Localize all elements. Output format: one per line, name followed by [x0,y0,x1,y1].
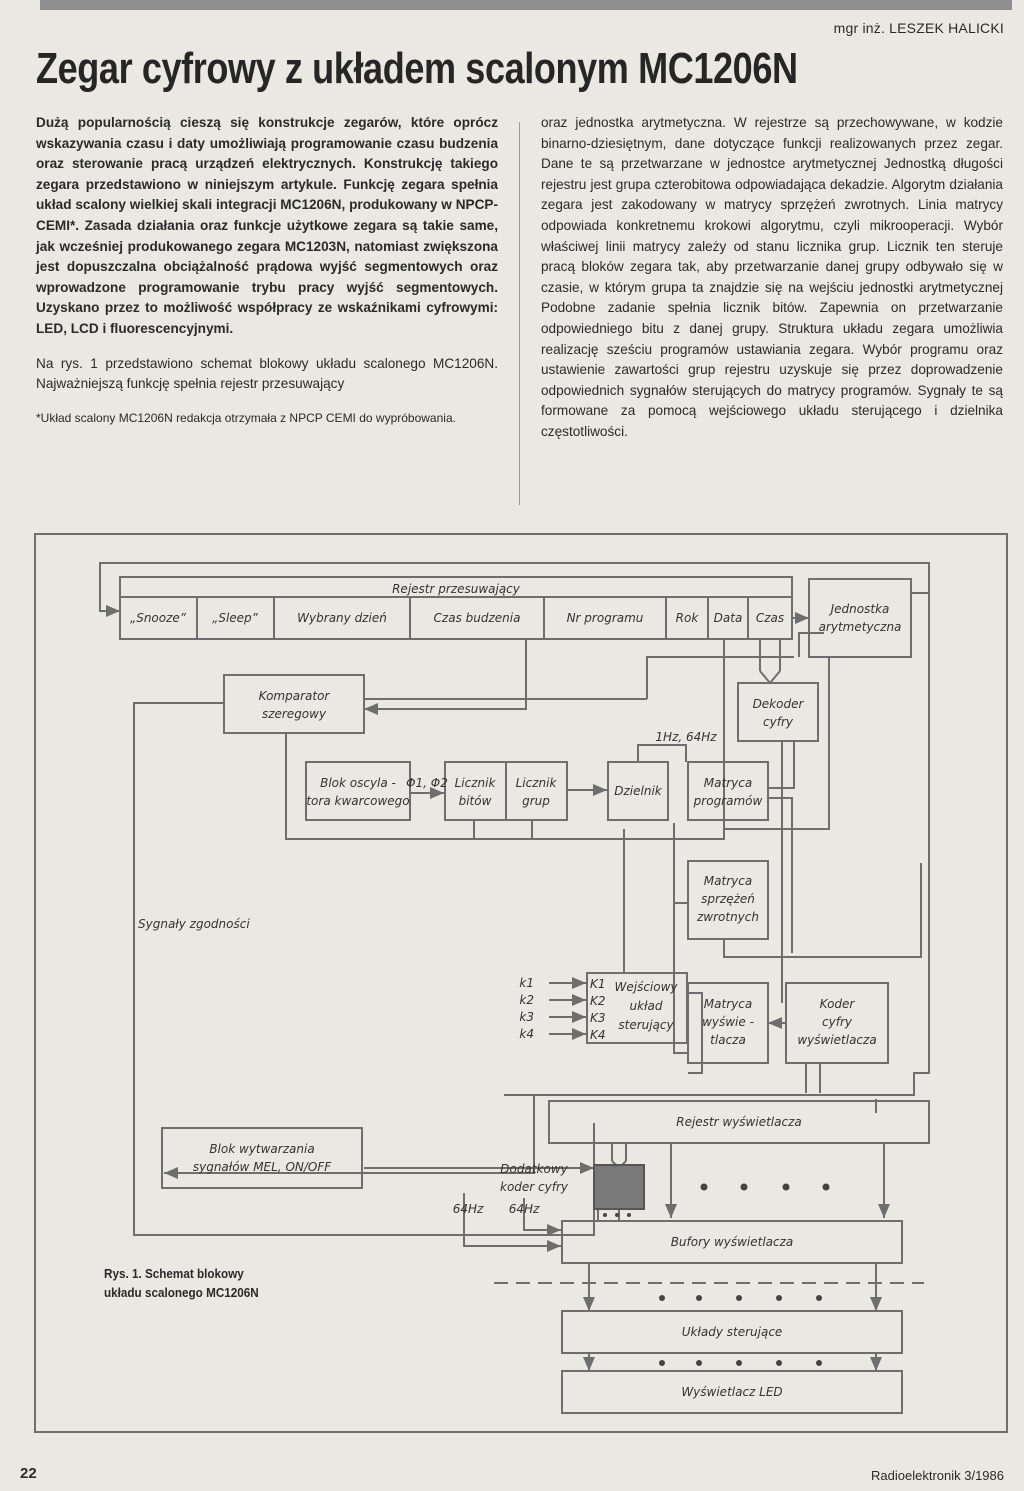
signal-block-label-1: Blok wytwarzania [209,1142,315,1156]
register-cell-alarm: Czas budzenia [433,611,521,625]
decoder-label-1: Dekoder [752,697,804,711]
register-cell-program: Nr programu [566,611,644,625]
divider-label: Dzielnik [614,784,662,798]
caption-line-1: Rys. 1. Schemat blokowy [104,1266,244,1281]
clock-label-1: 64Hz [452,1202,484,1216]
pin-k2: K2 [590,994,606,1008]
body-paragraph: oraz jednostka arytmetyczna. W rejestrze są przechowywane, w kodzie binarno-dziesiętnym, dane dotyczące funkcji realizowanych przez zegar. Dane te są przetwarzane w jednostce arytmetycznej Jednostką długości rejestru jest grupa czterobitowa odpowiadająca dekadzie. Algorytm działania zegara jest zakodowany w matrycy sprzężeń zwrotnych. Linia matrycy odpowiada konkretnemu krokowi algorytmu, czyli mikrooperacji. Wybór właściwej linii matrycy zależy od stanu licznika grup. Licznik ten steruje pracą bloków zegara tak, aby przetwarzanie danej grupy odbywało się w czasie, w którym grupa ta znajdzie się na wejściu jednostki arytmetycznej Podobne zadanie spełnia licznik bitów. Zapewnia on przetwarzanie odpowiedniego bitu z danej grupy. Struktura układu zegara umożliwia realizację sześciu programów ustawiania zegara. Wybór programu oraz ustawienie zawartości grup rejestru uzyskuje się przez doprowadzenie odpowiednich sygnałów sterujących do matrycy programów. Sygnały te są formowane za pomocą wejściowego układu sterującego i dzielnika częstotliwości. [541,115,1003,439]
arith-unit-label-1: Jednostka [830,602,890,616]
comparator-label-2: szeregowy [261,707,327,721]
register-cell-year: Rok [675,611,699,625]
block-diagram [34,533,1008,1433]
input-control-label-1: Wejściowy [614,980,678,994]
display-matrix-label-1: Matryca [703,997,753,1011]
lead-paragraph: Dużą popularnością cieszą się konstrukcje zegarów, które oprócz wskazywania czasu i daty umożliwiają programowanie czasu budzenia oraz sterowanie pracą urządzeń elektrycznych. Konstrukcję takiego zegara przedstawiono w niniejszym artykule. Funkcję zegara spełnia układ scalony wielkiej skali integracji MC1206N, produkowany w NPCP-CEMI*. Zasada działania oraz funkcje użytkowe zegara są takie same, jak wcześniej produkowanego zegara MC1203N, natomiast zwiększona jest dopuszczalna obciążalność prądowa wyjść segmentowych oraz wprowadzone programowanie trybu pracy wyjść segmentowych. Uzyskano przez to możliwość współpracy ze wskaźnikami cyfrowymi: LED, LCD i fluorescencyjnymi. [36,115,498,336]
left-column [36,113,498,428]
caption-line-2: układu scalonego MC1206N [104,1285,259,1300]
oscillator-box [306,762,410,820]
extra-encoder-box [594,1165,644,1209]
program-matrix-box [688,762,768,820]
input-k1: k1 [519,976,534,990]
input-control-label-2: układ [629,999,663,1013]
pin-k4: K4 [590,1028,606,1042]
comparator-label-1: Komparator [258,689,330,703]
article-title: Zegar cyfrowy z układem scalonym MC1206N [36,44,798,93]
match-signals-label: Sygnały zgodności [138,917,250,931]
digit-decoder-box [738,683,818,741]
display-encoder-label-1: Koder [819,997,855,1011]
signal-block-label-2: sygnałów MEL, ON/OFF [192,1160,332,1174]
decoder-label-2: cyfry [763,715,793,729]
oscillator-label-2: tora kwarcowego [306,794,410,808]
program-matrix-label-1: Matryca [703,776,753,790]
arith-unit-box [809,579,911,657]
register-cell-sleep: „Sleep” [212,611,258,625]
program-matrix-label-2: programów [693,794,763,808]
group-counter-label-2: grup [522,794,550,808]
group-counter-label-1: Licznik [515,776,557,790]
register-title: Rejestr przesuwający [392,582,520,596]
pin-k1: K1 [590,977,606,991]
control-circuits-label: Układy sterujące [681,1325,783,1339]
input-control-label-3: sterujący [618,1018,674,1032]
author-byline: mgr inż. LESZEK HALICKI [833,20,1004,36]
footnote: *Układ scalony MC1206N redakcja otrzymała z NPCP CEMI do wypróbowania. [36,410,456,425]
register-cell-day: Wybrany dzień [297,611,387,625]
input-k3: k3 [519,1010,534,1024]
feedback-matrix-label-3: zwrotnych [696,910,760,924]
magazine-issue: Radioelektronik 3/1986 [871,1468,1004,1483]
register-cell-snooze: „Snooze” [129,611,187,625]
display-buffers-label: Bufory wyświetlacza [670,1235,794,1249]
page-number: 22 [20,1465,37,1482]
display-encoder-label-3: wyświetlacza [797,1033,877,1047]
display-encoder-label-2: cyfry [822,1015,852,1029]
right-column [541,113,1003,453]
frequency-label: 1Hz, 64Hz [655,730,717,744]
feedback-matrix-label-1: Matryca [703,874,753,888]
extra-encoder-label-1: Dodatkowy [500,1162,568,1176]
body-paragraph: Na rys. 1 przedstawiono schemat blokowy układu scalonego MC1206N. Najważniejszą funkcję spełnia rejestr przesuwający [36,355,498,392]
oscillator-label-1: Blok oscyla - [320,776,396,790]
display-matrix-label-2: wyświe - [702,1015,754,1029]
register-cell-date: Data [713,611,743,625]
display-register-label: Rejestr wyświetlacza [676,1115,802,1129]
phase-label: Φ1, Φ2 [406,776,448,790]
input-k4: k4 [519,1027,534,1041]
pin-k3: K3 [590,1011,606,1025]
top-rule [40,0,1012,10]
clock-label-2: 64Hz [508,1202,540,1216]
arith-unit-label-2: arytmetyczna [818,620,902,634]
extra-encoder-label-2: koder cyfry [500,1180,568,1194]
column-divider [519,122,520,505]
comparator-box [224,675,364,733]
bit-counter-label-2: bitów [458,794,492,808]
input-k2: k2 [519,993,534,1007]
display-matrix-label-3: tlacza [710,1033,746,1047]
feedback-matrix-label-2: sprzężeń [701,892,755,906]
signal-block-box [162,1128,362,1188]
figure-caption [104,1264,259,1302]
register-cell-time: Czas [755,611,785,625]
bit-counter-label-1: Licznik [454,776,496,790]
led-display-label: Wyświetlacz LED [681,1385,783,1399]
